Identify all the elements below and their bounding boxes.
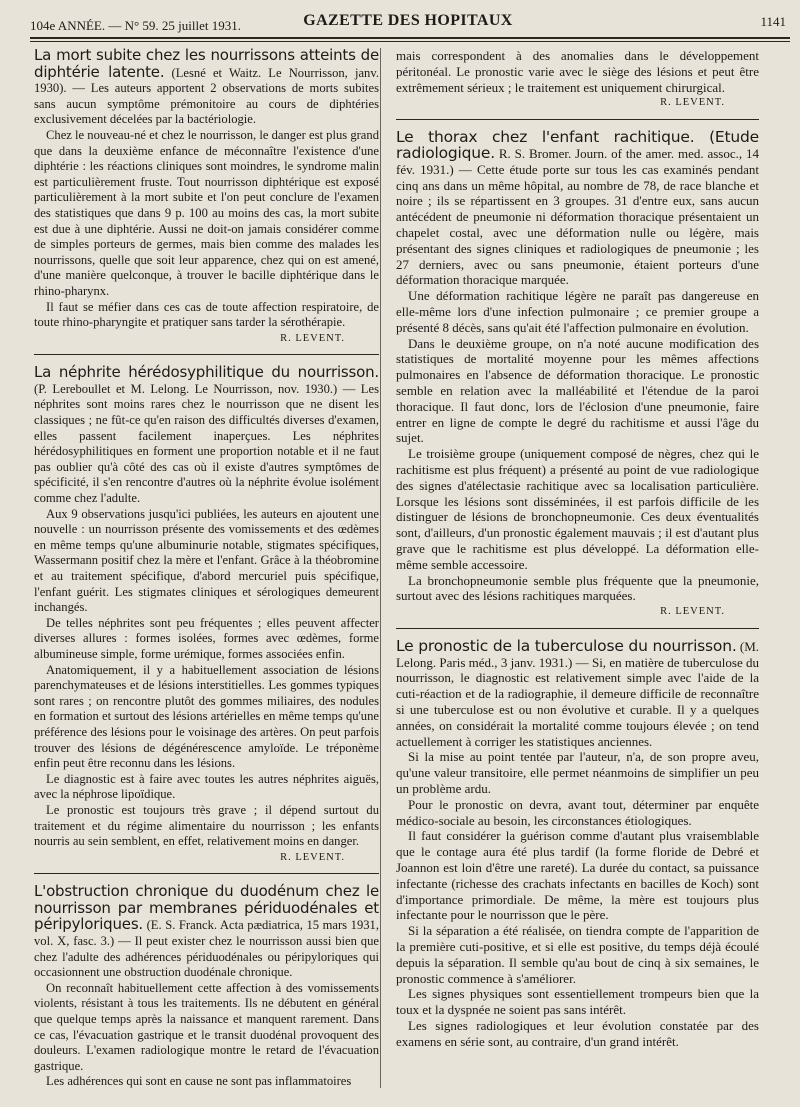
- article: [34, 48, 379, 346]
- article: [396, 48, 759, 111]
- article-separator: [34, 873, 379, 874]
- header-rule-thin: [30, 41, 790, 42]
- article-separator: [396, 628, 759, 629]
- article-paragraph: Le pronostic est toujours très grave ; il dépend surtout du traitement et du régime alimentaire du nourrisson ; les enfants nourris au sein semblent, en effet, relativement moins en danger.: [34, 802, 379, 849]
- article-paragraph: De telles néphrites sont peu fréquentes ; elles peuvent affecter diverses allures : formes isolées, formes avec œdèmes, forme albumineuse simple, forme urémique, formes associées enfin.: [34, 615, 379, 661]
- article-paragraph: Les signes radiologiques et leur évolution constatée par des examens en série sont, au contraire, d'un grand intérêt.: [396, 1018, 759, 1049]
- article-lead: [396, 636, 760, 750]
- journal-title: GAZETTE DES HOPITAUX: [303, 12, 513, 29]
- article-paragraph: Il peut exister chez le nourrisson aussi bien que chez l'adulte des adhérences périduodénales ou péripyloriques qui occasionnent une obstruction duodénale chronique.: [34, 934, 379, 980]
- article: [34, 365, 379, 865]
- article-lead: [34, 365, 379, 506]
- article-signature: R. LEVENT.: [660, 606, 725, 618]
- article-paragraph: Le diagnostic est à faire avec toutes les autres néphrites aiguës, avec la néphrose lipoïdique.: [34, 771, 379, 802]
- article-title: La néphrite hérédosyphilitique du nourrisson.: [34, 363, 379, 382]
- article-paragraph: Une déformation rachitique légère ne paraît pas dangereuse en elle-même lors d'une infection pulmonaire ; ce premier groupe a présenté 8 décès, sans qu'ait été l'affection pulmonaire en évolution.: [396, 288, 759, 335]
- article-paragraph: On reconnaît habituellement cette affection à des vomissements violents, résistant à tous les traitements. Ils ne débutent en général que quelque temps après la naissance et manquent rarement. Dans ce cas, l'évacuation gastrique et le transit duodénal provoquent des douleurs. L'examen radiologique montre le retard de l'évacuation gastrique.: [34, 980, 379, 1073]
- article-paragraph: Cette étude porte sur tous les cas examinés pendant cinq ans dans un même hôpital, au nombre de 78, de race blanche et noire ; ils se répartissent en 3 groupes. 31 d'entre eux, sans aucun antécédent de pneumonie ni déformation thoracique présentaient un chapelet costal, avec une déformation nulle ou légère, mais présentant des signes cliniques et radiologiques de pneumonie ; les 27 derniers, avec ou sans pneumonie, étaient porteurs d'une déformation thoracique marquée.: [396, 161, 759, 288]
- article-lead: [34, 48, 379, 128]
- issue-info: 104e ANNÉE. — N° 59. 25 juillet 1931.: [30, 18, 242, 33]
- article-paragraph: Le troisième groupe (uniquement composé de nègres, chez qui le rachitisme est plus fréquent) a présenté au point de vue radiologique des signes d'atélectasie rachitique avec sa localisation particulière. Lorsque les lésions sont disséminées, il est parfois difficile de les distinguer de lésions de bronchopneumonie. Ces deux éventualités sont, d'ailleurs, d'un pronostic également mauvais ; il est d'autant plus grave que le rachitisme est plus développé. La déformation elle-même semble accessoire.: [396, 446, 759, 572]
- right-column: [396, 48, 759, 1058]
- article-separator: [396, 119, 759, 120]
- article-lead: [34, 884, 379, 981]
- page-number: 1141: [760, 14, 786, 29]
- article: [396, 636, 760, 1050]
- article-reference: (M. Lelong. Paris méd., 3 janv. 1931.) —: [396, 638, 760, 670]
- article-paragraph: Chez le nouveau-né et chez le nourrisson, le danger est plus grand que dans la deuxième enfance de méconnaître l'existence d'une diphtérie : les réactions cliniques sont moindres, le syndrome malin est particulièrement fruste. Tout nourrisson diphtérique est exposé particulièrement à la mort subite et l'on peut conclure de l'examen des statistiques que dans 9 p. 100 au moins des cas, la mort subite est due à une diphtérie. Aussi ne doit-on jamais considérer comme de simples porteurs de germes, mais bien comme des malades les nourrissons, quelle que soit leur apparence, chez qui on est amené, d'une manière quelconque, à trouver le bacille diphtérique dans le rhino-pharynx.: [34, 127, 379, 298]
- article-paragraph: Aux 9 observations jusqu'ici publiées, les auteurs en ajoutent une nouvelle : un nourrisson présente des vomissements et des œdèmes en même temps qu'une albuminurie notable, stigmates spécifiques, Wassermann positif chez la mère et l'enfant. Grâce à la théobromine et au traitement spécifique, d'abord mercuriel puis spécifique, l'enfant guérit. Les stigmates cliniques et sérologiques demeurent inchangés.: [34, 506, 379, 615]
- article-paragraph: Anatomiquement, il y a habituellement association de lésions parenchymateuses et de lésions interstitielles. Les gommes typiques sont rares ; on rencontre plutôt des gommes miliaires, des nodules en formation et surtout des lésions artérielles en même temps qu'une préférence des lésions pour le voisinage des artères. On peut parfois trouver des lésions de dégénérescence amyloïde. Le tréponème enfin peut être reconnu dans les lésions.: [34, 662, 379, 771]
- left-column: [34, 48, 379, 1098]
- article-paragraph: Les adhérences qui sont en cause ne sont pas inflammatoires: [46, 1074, 352, 1089]
- article-title: L'obstruction chronique du duodénum chez le nourrisson par membranes périduodénales et péripyloriques.: [34, 882, 379, 934]
- article-paragraph: La bronchopneumonie semble plus fréquente que la pneumonie, surtout avec des lésions rachitiques marquées.: [396, 572, 759, 604]
- article-reference: (P. Lereboullet et M. Lelong. Le Nourrisson, nov. 1930.) —: [34, 381, 356, 396]
- article-paragraph: Si la mise au point tentée par l'auteur, n'a, de son propre aveu, qu'une valeur transitoire, elle permet néanmoins de simplifier un peu un problème ardu.: [396, 749, 759, 797]
- article-lead: [396, 130, 759, 288]
- article-reference: R. S. Bromer. Journ. of the amer. med. assoc., 14 fév. 1931.) —: [396, 145, 759, 177]
- article-paragraph: Les auteurs apportent 2 observations de morts subites sans aucun symptôme prémonitoire au cours de diphtéries exclusivement décelées par la bactériologie.: [34, 81, 379, 127]
- article-paragraph: Les néphrites sont moins rares chez le nourrisson que ne disent les classiques ; ne fût-ce qu'en raison des difficultés diverses d'examen, elles passent facilement inaperçues. Les néphrites hérédosyphilitiques en forment une proportion notable et il ne faut pas oublier qu'à côté des cas où il existe d'autres symptômes de spécificité, il s'en rencontre d'autres où la néphrite évolue isolément comme chez l'adulte.: [34, 381, 379, 506]
- article: [34, 884, 379, 1090]
- article-title: Le pronostic de la tuberculose du nourrisson.: [396, 636, 737, 655]
- article-reference: (E. S. Franck. Acta pædiatrica, 15 mars 1931, vol. X, fasc. 3.) —: [34, 918, 379, 949]
- article-paragraph: mais correspondent à des anomalies dans le développement péritonéal. Le pronostic varie avec le siège des lésions et peut être extrêmement sérieux ; le traitement est uniquement chirurgical.: [396, 48, 759, 95]
- page-header: [30, 10, 786, 36]
- article-paragraph: Les signes physiques sont essentiellement trompeurs bien que la toux et la dyspnée ne soient pas sans intérêt.: [396, 986, 759, 1018]
- article-signature: R. LEVENT.: [660, 97, 725, 109]
- article-paragraph: Pour le pronostic on devra, avant tout, déterminer par enquête médico-sociale au besoin, les circonstances étiologiques.: [396, 796, 759, 828]
- article-signature: R. LEVENT.: [280, 332, 345, 344]
- article-separator: [34, 354, 379, 355]
- column-divider: [380, 48, 381, 1088]
- article-paragraph: Si la séparation a été réalisée, on tiendra compte de l'apparition de la première cuti-positive, et si elle est positive, du temps déjà écoulé depuis la séparation. Il semble qu'au bout de cinq à six semaines, le pronostic commence à s'améliorer.: [396, 923, 759, 986]
- article-title: La mort subite chez les nourrissons atteints de diphtérie latente.: [34, 46, 379, 81]
- article-lead: [396, 48, 759, 95]
- article-paragraph: Il faut se méfier dans ces cas de toute affection respiratoire, de toute rhino-pharyngite et pratiquer sans tarder la sérothérapie.: [34, 299, 379, 330]
- article-paragraph: Il faut considérer la guérison comme d'autant plus vraisemblable que le contage aura été plus tardif (la forme floride de Debré et Joannon est loin d'être une rareté). La durée du contact, sa puissance infectante (richesse des crachats infectants en bacilles de Koch) sont d'importance primordiale. De même, la mère est toujours plus infectante pour le nourrisson que le père.: [396, 828, 759, 923]
- article-reference: (Lesné et Waitz. Le Nourrisson, janv. 1930). —: [34, 65, 379, 96]
- header-rule-thick: [30, 37, 790, 39]
- article-paragraph: Dans le deuxième groupe, on n'a noté aucune modification des statistiques de mortalité moyenne pour les mêmes affections pulmonaires en l'absence de déformation thoracique. Le pronostic semble en relation avec la malléabilité et l'étendue de la paroi thoracique. Il faut donc, lors de l'éclosion d'une pneumonie, faire entrer en ligne de compte le degré du rachitisme et aussi l'âge du sujet.: [396, 335, 759, 446]
- article-paragraph: Si, en matière de tuberculose du nourrisson, le diagnostic est relativement simple avec l'aide de la cuti-réaction et de la radiographie, il demeure difficile de reconnaître si une tuberculose est ou non évolutive et curable. Il y a quelques années, on considérait la mortalité comme toujours élevée ; on tend actuellement à corriger les statistiques anciennes.: [396, 654, 760, 749]
- article-signature: R. LEVENT.: [280, 851, 345, 863]
- article-title: Le thorax chez l'enfant rachitique. (Etude radiologique.: [396, 128, 759, 162]
- article: [396, 130, 759, 620]
